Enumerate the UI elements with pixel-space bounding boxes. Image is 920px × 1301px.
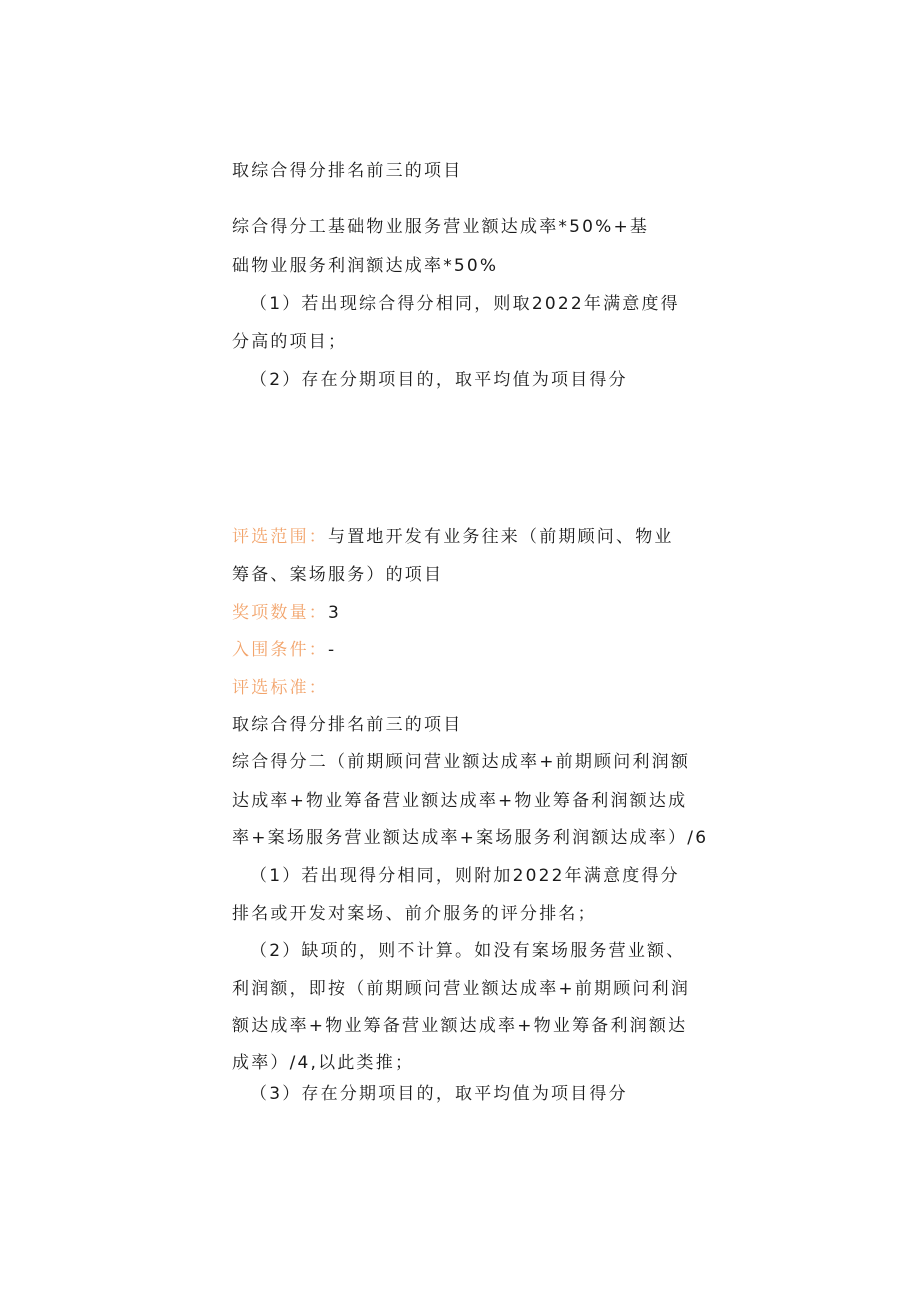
section2-formula-line3: 率+案场服务营业额达成率+案场服务利润额达成率）/6 xyxy=(232,828,709,848)
section2-rule1-line2: 排名或开发对案场、前介服务的评分排名； xyxy=(232,904,597,924)
entry-label: 入围条件： xyxy=(232,640,328,660)
scope-value-line1: 与置地开发有业务往来（前期顾问、物业 xyxy=(328,527,674,547)
section2-rule2-line4: 成率）/4,以此类推； xyxy=(232,1053,415,1073)
award-count-line xyxy=(232,601,341,625)
entry-value: - xyxy=(328,640,337,660)
section2-rule2-line1: （2）缺项的，则不计算。如没有案场服务营业额、 xyxy=(250,941,686,961)
section2-rule2-line2: 利润额，即按（前期顾问营业额达成率+前期顾问利润 xyxy=(232,979,691,999)
section2-heading: 取综合得分排名前三的项目 xyxy=(232,715,463,735)
section2-formula-line2: 达成率+物业筹备营业额达成率+物业筹备利润额达成 xyxy=(232,791,688,811)
award-value: 3 xyxy=(328,603,342,623)
section1-heading: 取综合得分排名前三的项目 xyxy=(232,161,463,181)
section2-formula-line1: 综合得分二（前期顾问营业额达成率+前期顾问利润额 xyxy=(232,752,691,772)
section2-rule3: （3）存在分期项目的，取平均值为项目得分 xyxy=(250,1084,628,1104)
entry-condition-line xyxy=(232,638,336,662)
award-label: 奖项数量： xyxy=(232,603,328,623)
criteria-label: 评选标准： xyxy=(232,678,328,698)
section1-rule1-line1: （1）若出现综合得分相同，则取2022年满意度得 xyxy=(250,294,680,314)
section2-rule2-line3: 额达成率+物业筹备营业额达成率+物业筹备利润额达 xyxy=(232,1016,688,1036)
scope-line1 xyxy=(232,525,674,549)
section1-rule1-line2: 分高的项目； xyxy=(232,332,348,352)
scope-label: 评选范围： xyxy=(232,527,328,547)
section1-formula-line1: 综合得分工基础物业服务营业额达成率*50%+基 xyxy=(232,217,650,237)
section1-rule2: （2）存在分期项目的，取平均值为项目得分 xyxy=(250,370,628,390)
section1-formula-line2: 础物业服务利润额达成率*50% xyxy=(232,256,499,276)
scope-value-line2: 筹备、案场服务）的项目 xyxy=(232,565,444,585)
section2-rule1-line1: （1）若出现得分相同，则附加2022年满意度得分 xyxy=(250,866,680,886)
